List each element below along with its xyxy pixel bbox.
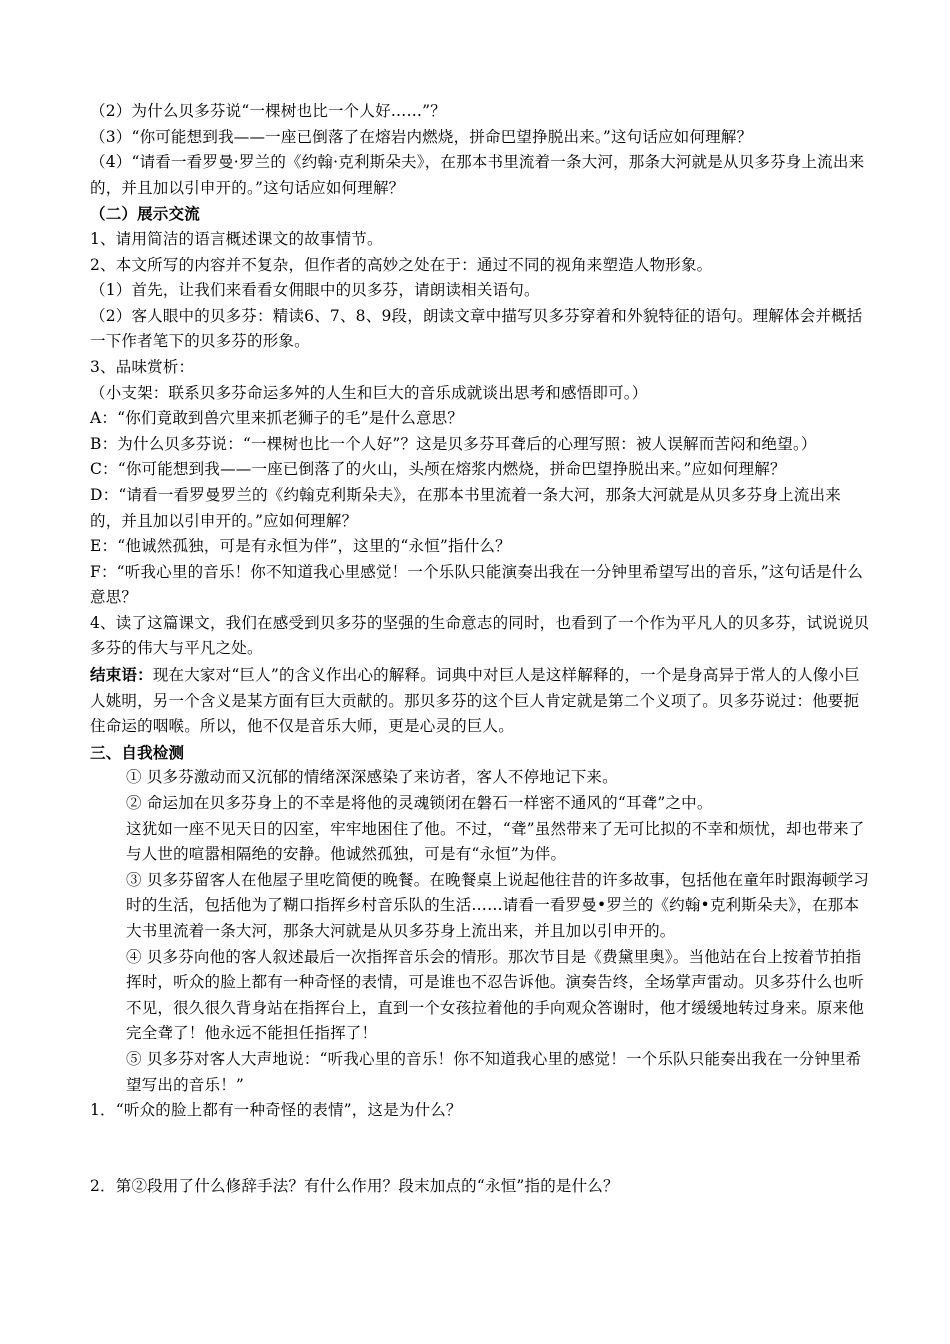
passage-paragraph-4: ④ 贝多芬向他的客人叙述最后一次指挥音乐会的情形。那次节目是《费黛里奥》。当他站在台上按着节拍指挥时，听众的脸上都有一种奇怪的表情，可是谁也不忍告诉他。演奏告终，全场掌声雷动。贝多芬什么也听不见，很久很久背身站在指挥台上，直到一个女孩拉着他的手向观众答谢时，他才缓缓地转过身来。原来他完全聋了！他永远不能担任指挥了！ [126,947,864,1043]
check-question-2: 2．第②段用了什么修辞手法？有什么作用？段末加点的“永恒”指的是什么？ [90,1176,619,1195]
ending-label: 结束语： [90,665,153,685]
passage-paragraph-3: ③ 贝多芬留客人在他屋子里吃简便的晚餐。在晚餐桌上说起他往昔的许多故事，包括他在童年时跟海顿学习时的生活，包括他为了糊口指挥乡村音乐队的生活……请看一看罗曼•罗兰的《约翰•克利斯朵夫》，在那本大书里流着一条大河，那条大河就是从贝多芬身上流出来，并且加以引申开的。 [126,870,870,940]
task-4: 4、读了这篇课文，我们在感受到贝多芬的坚强的生命意志的同时，也看到了一个作为平凡人的贝多芬，试说说贝多芬的伟大与平凡之处。 [90,613,870,658]
ending-text: 现在大家对“巨人”的含义作出心的解释。词典中对巨人是这样解释的，一个是身高异于常人的人像小巨人姚明，另一个含义是某方面有巨大贡献的。那贝多芬的这个巨人肯定就是第二个义项了。贝多芬说过：他要扼住命运的咽喉。所以，他不仅是音乐大师，更是心灵的巨人。 [90,666,860,736]
task-3: 3、品味赏析： [90,357,195,376]
task-2-sub-2: （2）客人眼中的贝多芬：精读6、7、8、9段，朗读文章中描写贝多芬穿着和外貌特征的语句。理解体会并概括一下作者笔下的贝多芬的形象。 [90,306,863,351]
task-1: 1、请用简洁的语言概述课文的故事情节。 [90,229,383,248]
check-question-1: 1．“听众的脸上都有一种奇怪的表情”，这是为什么？ [90,1101,462,1120]
ending-paragraph [90,662,870,740]
question-4: （4）“请看一看罗曼·罗兰的《约翰·克利斯朵夫》，在那本书里流着一条大河，那条大河就是从贝多芬身上流出来的，并且加以引申开的。”这句话应如何理解？ [90,153,865,197]
appreciation-a: A：“你们竟敢到兽穴里来抓老狮子的毛”是什么意思？ [90,409,464,428]
appreciation-c: C：“你可能想到我——一座已倒落了的火山，头颅在熔浆内燃烧，拼命巴望挣脱出来。”应如何理解？ [90,460,786,479]
appreciation-b: B：为什么贝多芬说：“一棵树也比一个人好”？这是贝多芬耳聋后的心理写照：被人误解而苦闷和绝望。） [90,434,817,453]
appreciation-f: F：“听我心里的音乐！你不知道我心里感觉！一个乐队只能演奏出我在一分钟里希望写出的音乐，”这句话是什么意思？ [90,562,864,607]
passage-paragraph-5: ⑤ 贝多芬对客人大声地说：“听我心里的音乐！你不知道我心里的感觉！一个乐队只能奏出我在一分钟里希望写出的音乐！” [126,1049,862,1094]
scaffold-note: （小支架：联系贝多芬命运多舛的人生和巨大的音乐成就谈出思考和感悟即可。） [90,383,648,402]
task-2-sub-1: （1）首先，让我们来看看女佣眼中的贝多芬，请朗读相关语句。 [90,281,540,300]
question-3: （3）“你可能想到我——一座已倒落了在熔岩内燃烧，拼命巴望挣脱出来。”这句话应如何理解？ [90,127,753,146]
passage-paragraph-2-cont: 这犹如一座不见天日的囚室，牢牢地困住了他。不过，“聋”虽然带来了无可比拟的不幸和烦忧，却也带来了与人世的喧嚣相隔绝的安静。他诚然孤独，可是有“永恒”为伴。 [126,819,865,864]
section-heading-self-check: 三、自我检测 [90,742,185,762]
document-body [90,99,870,1199]
section-heading-display: （二）展示交流 [90,204,200,224]
appreciation-d: D：“请看一看罗曼罗兰的《约翰克利斯朵夫》，在那本书里流着一条大河，那条大河就是从贝多芬身上流出来的，并且加以引申开的。”应如何理解？ [90,485,841,530]
question-2: （2）为什么贝多芬说“一棵树也比一个人好……”？ [90,102,447,120]
appreciation-e: E：“他诚然孤独，可是有永恒为伴”，这里的“永恒”指什么？ [90,537,511,556]
answer-space [90,1124,870,1174]
task-2: 2、本文所写的内容并不复杂，但作者的高妙之处在于：通过不同的视角来塑造人物形象。 [90,255,713,274]
passage-paragraph-1: ① 贝多芬激动而又沉郁的情绪深深感染了来访者，客人不停地记下来。 [126,768,618,787]
passage-paragraph-2: ② 命运加在贝多芬身上的不幸是将他的灵魂锁闭在磐石一样密不通风的“耳聋”之中。 [126,794,713,813]
